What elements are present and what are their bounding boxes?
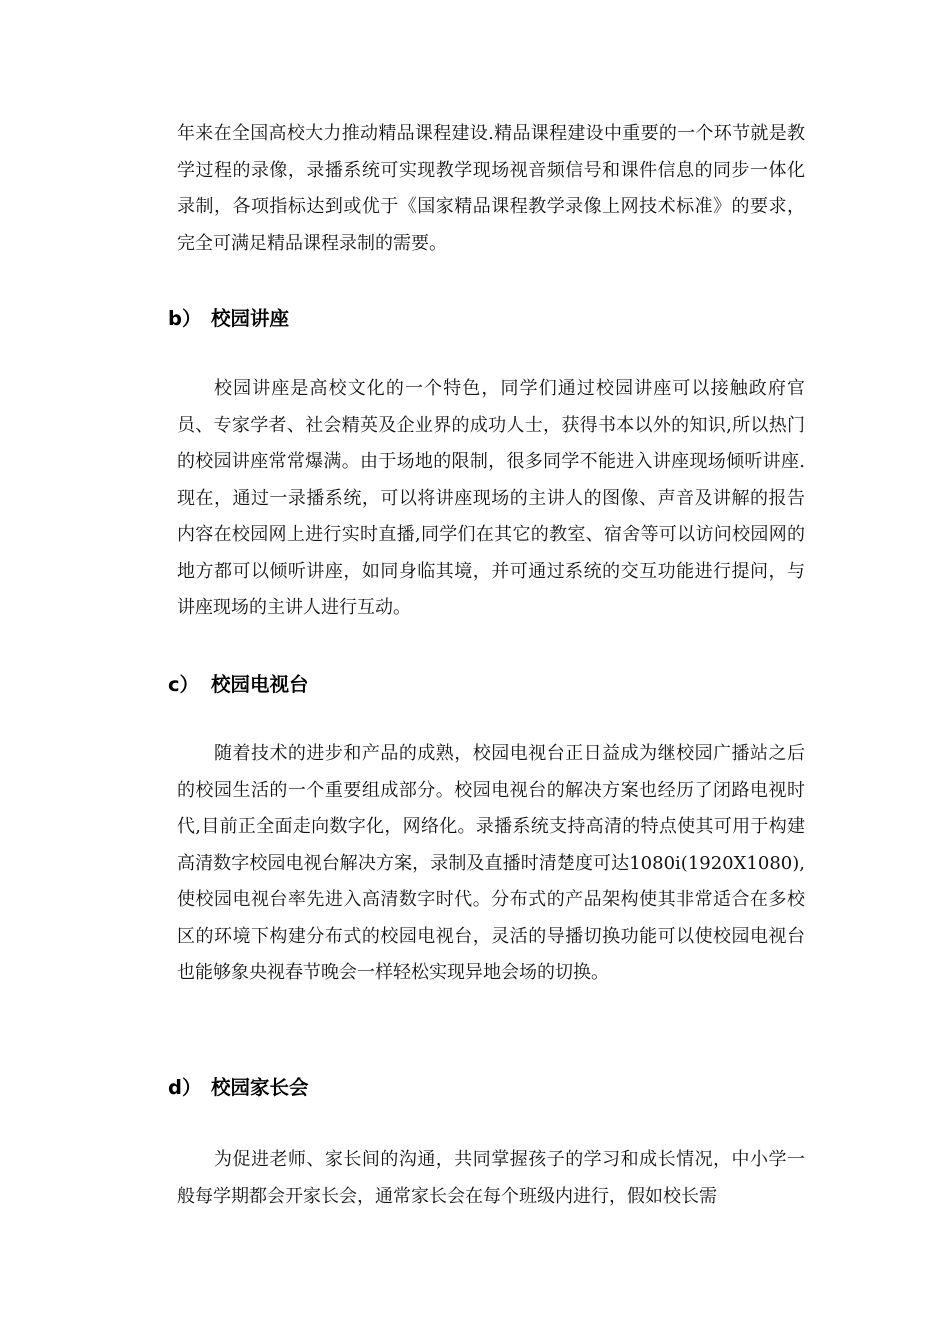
section-title: 校园电视台 [211,673,309,696]
section-heading-lectures [168,305,289,333]
section-body-parent-meeting: 为促进老师、家长间的沟通，共同掌握孩子的学习和成长情况，中小学一般每学期都会开家长会，通常家长会在每个班级内进行，假如校长需 [177,1149,805,1207]
intro-paragraph: 年来在全国高校大力推动精品课程建设.精品课程建设中重要的一个环节就是教学过程的录像，录播系统可实现教学现场视音频信号和课件信息的同步一体化录制，各项指标达到或优于《国家精品课程教学录像上网技术标准》的要求，完全可满足精品课程录制的需要。 [177,123,805,254]
section-marker: d） [168,1076,202,1099]
section-marker: b） [168,307,202,330]
section-marker: c） [168,673,200,696]
section-title: 校园讲座 [211,307,290,330]
section-heading-tv-station [168,671,309,699]
section-title: 校园家长会 [211,1076,309,1099]
section-body-lectures: 校园讲座是高校文化的一个特色，同学们通过校园讲座可以接触政府官员、专家学者、社会精英及企业界的成功人士，获得书本以外的知识,所以热门的校园讲座常常爆满。由于场地的限制，很多同学不能进入讲座现场倾听讲座.现在，通过一录播系统，可以将讲座现场的主讲人的图像、声音及讲解的报告内容在校园网上进行实时直播,同学们在其它的教室、宿舍等可以访问校园网的地方都可以倾听讲座，如同身临其境，并可通过系统的交互功能进行提问，与讲座现场的主讲人进行互动。 [177,378,805,618]
section-body-tv-station: 随着技术的进步和产品的成熟，校园电视台正日益成为继校园广播站之后的校园生活的一个重要组成部分。校园电视台的解决方案也经历了闭路电视时代,目前正全面走向数字化，网络化。录播系统支持高清的特点使其可用于构建高清数字校园电视台解决方案，录制及直播时清楚度可达1080i(1920X1080),使校园电视台率先进入高清数字时代。分布式的产品架构使其非常适合在多校区的环境下构建分布式的校园电视台，灵活的导播切换功能可以使校园电视台也能够象央视春节晚会一样轻松实现异地会场的切换。 [177,743,805,983]
section-heading-parent-meeting [168,1074,309,1102]
